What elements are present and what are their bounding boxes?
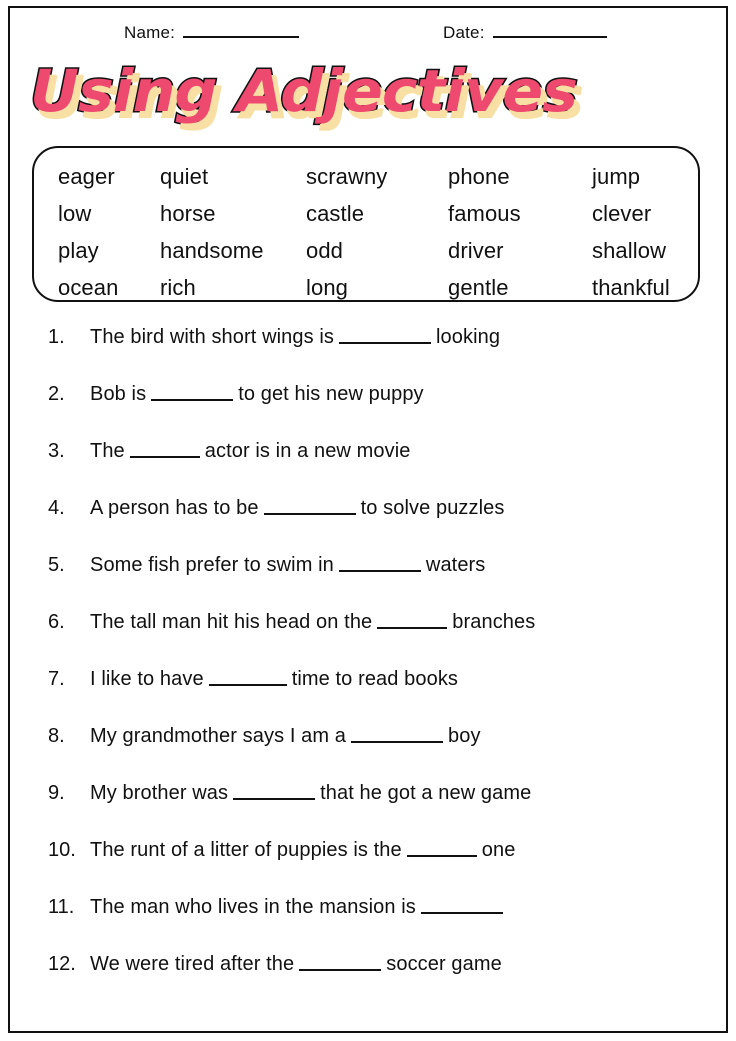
answer-blank[interactable]: [339, 325, 431, 344]
question-text: [90, 951, 708, 977]
question-item: [48, 894, 708, 951]
page-title: Using Adjectives: [30, 57, 578, 125]
name-field[interactable]: [124, 22, 299, 43]
question-text-before: Some fish prefer to swim in: [90, 554, 334, 576]
answer-blank[interactable]: [407, 838, 477, 857]
question-text-after: waters: [425, 554, 486, 576]
question-text: [90, 666, 708, 692]
question-text-after: that he got a new game: [320, 782, 532, 804]
answer-blank[interactable]: [264, 496, 356, 515]
word-bank-word: rich: [160, 275, 196, 300]
question-text-after: looking: [436, 326, 501, 348]
question-text-before: The tall man hit his head on the: [90, 611, 373, 633]
question-item: [48, 552, 708, 609]
question-text-before: My brother was: [90, 782, 229, 804]
answer-blank[interactable]: [421, 895, 503, 914]
question-text-after: actor is in a new movie: [204, 440, 411, 462]
word-bank-word: low: [58, 201, 92, 226]
question-text: [90, 438, 708, 464]
question-text-before: A person has to be: [90, 497, 259, 519]
question-text-before: Bob is: [90, 383, 147, 405]
word-bank-word: scrawny: [306, 164, 388, 189]
question-number: 2.: [48, 383, 65, 405]
question-text-after: to get his new puppy: [238, 383, 424, 405]
question-text-before: The bird with short wings is: [90, 326, 335, 348]
word-bank-word: quiet: [160, 164, 209, 189]
word-bank-row: [34, 269, 698, 306]
question-text-after: to solve puzzles: [360, 497, 505, 519]
word-bank-word: play: [58, 238, 99, 263]
question-number: 4.: [48, 497, 65, 519]
question-item: [48, 837, 708, 894]
question-text-before: The man who lives in the mansion is: [90, 896, 416, 918]
word-bank-word: thankful: [592, 275, 670, 300]
word-bank-word: shallow: [592, 238, 667, 263]
answer-blank[interactable]: [209, 667, 287, 686]
question-text-after: time to read books: [291, 668, 459, 690]
answer-blank[interactable]: [351, 724, 443, 743]
answer-blank[interactable]: [339, 553, 421, 572]
question-item: [48, 780, 708, 837]
question-text-before: I like to have: [90, 668, 204, 690]
word-bank-word: long: [306, 275, 348, 300]
question-item: [48, 381, 708, 438]
question-number: 1.: [48, 326, 65, 348]
question-number: 11.: [48, 896, 75, 918]
question-number: 10.: [48, 839, 76, 861]
question-text: [90, 552, 708, 578]
word-bank-word: eager: [58, 164, 115, 189]
word-bank-word: odd: [306, 238, 344, 263]
question-item: [48, 951, 708, 1008]
question-text-before: My grandmother says I am a: [90, 725, 347, 747]
name-label: Name:: [124, 23, 176, 42]
question-text: [90, 381, 708, 407]
question-item: [48, 723, 708, 780]
word-bank-word: phone: [448, 164, 510, 189]
question-item: [48, 666, 708, 723]
question-text: [90, 837, 708, 863]
answer-blank[interactable]: [151, 382, 233, 401]
question-number: 6.: [48, 611, 65, 633]
word-bank-word: horse: [160, 201, 216, 226]
question-text: [90, 324, 708, 350]
questions-list: [48, 324, 708, 1008]
question-item: [48, 324, 708, 381]
answer-blank[interactable]: [377, 610, 447, 629]
student-info-header: [0, 22, 736, 52]
answer-blank[interactable]: [233, 781, 315, 800]
question-text-after: one: [481, 839, 516, 861]
answer-blank[interactable]: [130, 439, 200, 458]
question-text-before: The runt of a litter of puppies is the: [90, 839, 402, 861]
question-number: 9.: [48, 782, 65, 804]
question-text: [90, 609, 708, 635]
word-bank-box: [32, 146, 700, 302]
word-bank-row: [34, 158, 698, 195]
question-item: [48, 609, 708, 666]
question-text-after: boy: [448, 725, 481, 747]
word-bank-word: castle: [306, 201, 365, 226]
word-bank-row: [34, 195, 698, 232]
word-bank-word: famous: [448, 201, 521, 226]
date-field[interactable]: [443, 22, 607, 43]
date-label: Date:: [443, 23, 485, 42]
question-number: 8.: [48, 725, 65, 747]
question-text-before: We were tired after the: [90, 953, 295, 975]
word-bank-row: [34, 232, 698, 269]
question-number: 3.: [48, 440, 65, 462]
word-bank-word: gentle: [448, 275, 509, 300]
question-number: 5.: [48, 554, 65, 576]
word-bank-grid: [34, 148, 698, 300]
question-text: [90, 780, 708, 806]
word-bank-word: jump: [592, 164, 641, 189]
question-text: [90, 894, 708, 920]
question-text: [90, 723, 708, 749]
question-item: [48, 438, 708, 495]
word-bank-word: handsome: [160, 238, 264, 263]
question-text: [90, 495, 708, 521]
question-text-after: soccer game: [386, 953, 502, 975]
question-text-after: branches: [452, 611, 536, 633]
answer-blank[interactable]: [299, 952, 381, 971]
question-number: 12.: [48, 953, 76, 975]
name-write-line[interactable]: [183, 22, 299, 38]
question-item: [48, 495, 708, 552]
question-number: 7.: [48, 668, 65, 690]
worksheet-title-container: [30, 52, 590, 134]
word-bank-word: driver: [448, 238, 504, 263]
question-text-before: The: [90, 440, 125, 462]
word-bank-word: ocean: [58, 275, 119, 300]
date-write-line[interactable]: [493, 22, 607, 38]
word-bank-word: clever: [592, 201, 652, 226]
